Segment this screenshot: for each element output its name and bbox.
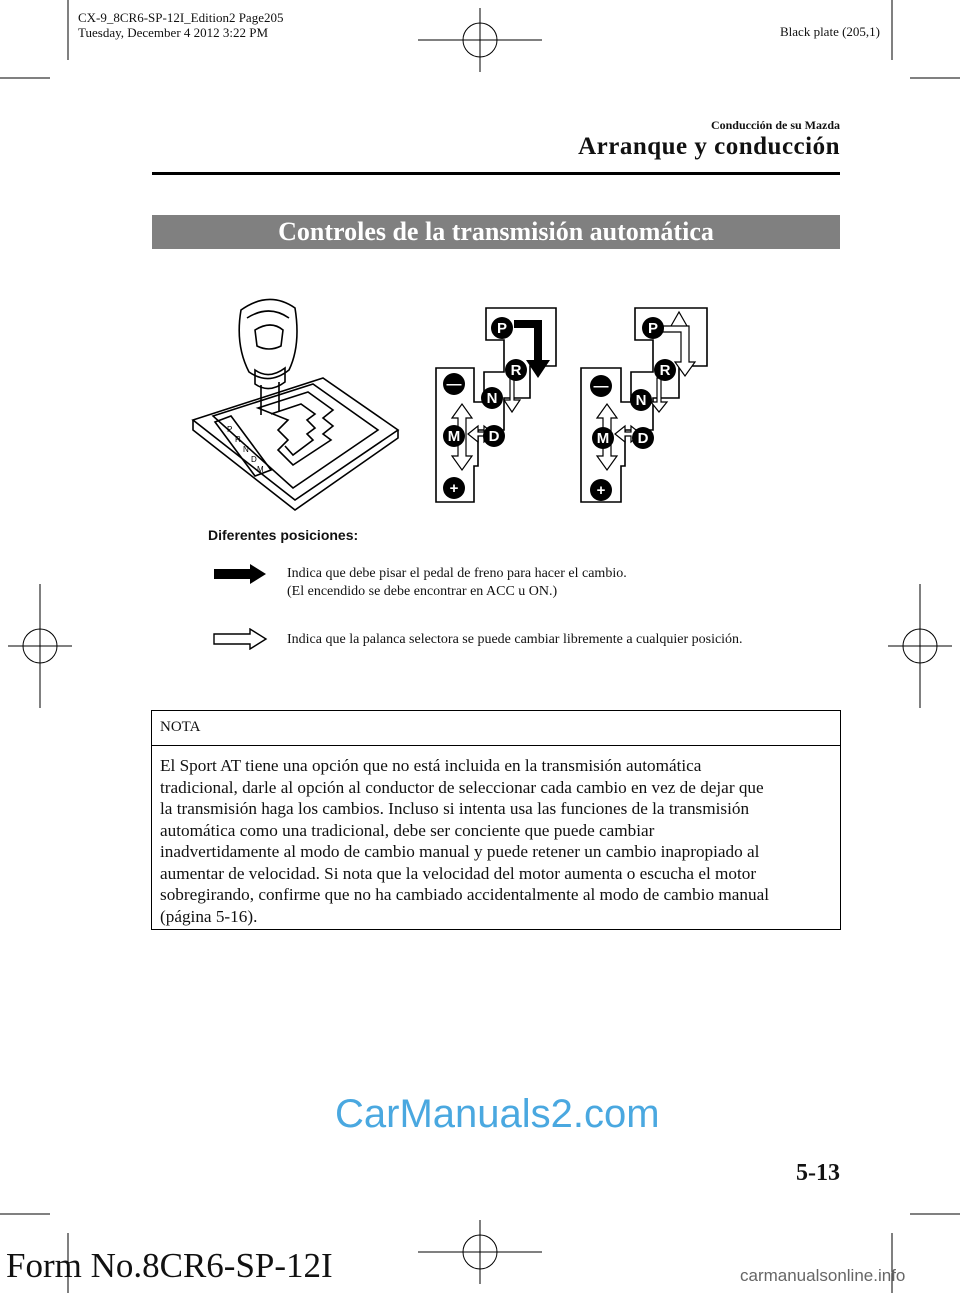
note-line: (página 5-16).: [160, 906, 258, 926]
gear-r: R: [510, 362, 522, 379]
note-line: sobregirando, confirme que no ha cambiado accidentalmente al modo de cambio manual: [160, 885, 769, 904]
plate-text: Black plate (205,1): [780, 24, 880, 39]
gear-minus: —: [593, 378, 609, 395]
gear-d: D: [488, 428, 500, 445]
legend-outline-text: Indica que la palanca selectora se puede cambiar libremente a cualquier posición.: [287, 632, 743, 647]
svg-text:P: P: [227, 425, 233, 434]
shift-lever-illustration: [183, 290, 403, 515]
svg-text:N: N: [243, 445, 249, 454]
header-rule: [152, 172, 840, 175]
note-line: aumentar de velocidad. Si nota que la velocidad del motor aumenta o escucha el motor: [160, 863, 757, 883]
note-line: la transmisión haga los cambios. Incluso si intenta usa las funciones de la transmisión: [160, 799, 750, 818]
shift-pattern-brake: [434, 306, 564, 504]
svg-text:D: D: [251, 455, 257, 464]
svg-text:M: M: [257, 465, 264, 474]
gear-m: M: [596, 430, 610, 447]
site-watermark: carmanualsonline.info: [740, 1266, 906, 1285]
gear-plus: +: [449, 480, 459, 497]
outline-arrow-icon: [212, 628, 268, 650]
svg-text:R: R: [235, 435, 241, 444]
gear-m: M: [447, 428, 461, 445]
gear-plus: +: [596, 482, 606, 499]
note-box: [151, 710, 841, 930]
note-body: [152, 746, 840, 927]
chapter-title: Conducción de su Mazda: [710, 118, 840, 132]
page-number: 5-13: [796, 1160, 840, 1186]
note-title: NOTA: [152, 711, 840, 746]
gear-p: P: [647, 320, 659, 337]
section-banner: Controles de la transmisión automática: [152, 215, 840, 249]
gear-d: D: [637, 430, 649, 447]
note-line: inadvertidamente al modo de cambio manual y puede retener un cambio inapropiado al: [160, 842, 760, 861]
gear-n: N: [635, 392, 647, 409]
edition-text: CX-9_8CR6-SP-12I_Edition2 Page205: [78, 10, 284, 25]
legend-filled-subtext: (El encendido se debe encontrar en ACC u ON.): [287, 584, 558, 599]
legend-filled-text: Indica que debe pisar el pedal de freno para hacer el cambio.: [287, 566, 627, 581]
print-info: [78, 10, 283, 40]
figure-caption: Diferentes posiciones:: [208, 527, 359, 543]
form-number: Form No.8CR6-SP-12I: [6, 1246, 333, 1285]
filled-arrow-icon: [212, 563, 268, 585]
note-line: tradicional, darle al opción al conductor de seleccionar cada cambio en vez de dejar que: [160, 777, 764, 797]
watermark-logo: CarManuals2.com: [335, 1092, 660, 1136]
note-line: El Sport AT tiene una opción que no está incluida en la transmisión automática: [160, 756, 702, 775]
gear-r: R: [659, 362, 671, 379]
gear-n: N: [486, 390, 498, 407]
date-text: Tuesday, December 4 2012 3:22 PM: [78, 25, 269, 40]
gear-minus: —: [446, 376, 462, 393]
gear-p: P: [496, 320, 508, 337]
section-title: Arranque y conducción: [578, 133, 840, 160]
shift-pattern-free: [579, 306, 713, 504]
note-line: automática como una tradicional, debe ser conciente que puede cambiar: [160, 820, 655, 840]
legend-filled: [287, 565, 847, 601]
